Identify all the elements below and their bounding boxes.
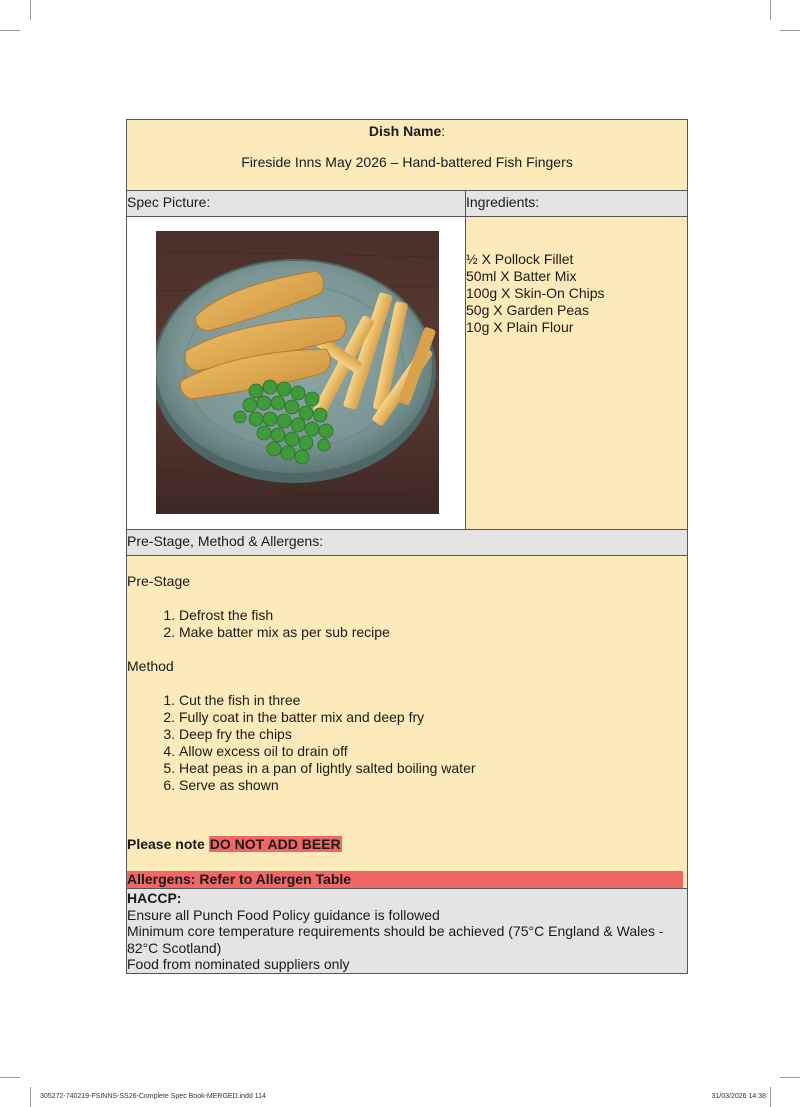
crop-mark (0, 1077, 20, 1078)
ingredient-item: 100g X Skin-On Chips (466, 285, 605, 301)
haccp-line: Food from nominated suppliers only (127, 956, 350, 972)
ingredients-cell (466, 217, 688, 530)
crop-mark (780, 30, 800, 31)
crop-mark (770, 0, 771, 20)
list-item: 5. Heat peas in a pan of lightly salted boiling water (179, 760, 687, 777)
list-item: 6. Serve as shown (179, 777, 687, 794)
beer-warning-badge: DO NOT ADD BEER (209, 836, 341, 852)
footer-timestamp: 31/03/2026 14:38 (711, 1093, 766, 1100)
haccp-title: HACCP: (127, 890, 182, 906)
method-steps (127, 692, 687, 794)
allergens-bar: Allergens: Refer to Allergen Table (127, 871, 683, 888)
ingredients-list (466, 217, 687, 336)
ingredients-header: Ingredients: (466, 191, 688, 217)
list-item: 2. Make batter mix as per sub recipe (179, 624, 687, 641)
crop-mark (30, 0, 31, 20)
pre-stage-title: Pre-Stage (127, 573, 191, 589)
crop-mark (0, 30, 20, 31)
list-item: 1. Defrost the fish (179, 607, 687, 624)
list-item: 3. Deep fry the chips (179, 726, 687, 743)
crop-mark (30, 1087, 31, 1107)
haccp-line: Minimum core temperature requirements should be achieved (75°C England & Wales - 82°C Scotland) (127, 923, 664, 956)
spec-picture-cell (127, 217, 466, 530)
spec-sheet-table (126, 119, 688, 974)
ingredient-item: 10g X Plain Flour (466, 319, 574, 335)
ingredient-item: ½ X Pollock Fillet (466, 251, 574, 267)
dish-name-heading: Dish Name: (368, 123, 446, 139)
list-item: 1. Cut the fish in three (179, 692, 687, 709)
pre-stage-steps (127, 607, 687, 641)
dish-title-cell (127, 120, 688, 191)
footer-file-info: 305272-740219-FSINNS-SS26-Complete Spec Book-MERGED.indd 114 (40, 1093, 266, 1100)
method-header: Pre-Stage, Method & Allergens: (127, 530, 688, 556)
spec-picture-header: Spec Picture: (127, 191, 466, 217)
list-item: 2. Fully coat in the batter mix and deep fry (179, 709, 687, 726)
method-cell (127, 556, 688, 889)
ingredient-item: 50ml X Batter Mix (466, 268, 577, 284)
list-item: 4. Allow excess oil to drain off (179, 743, 687, 760)
crop-mark (770, 1087, 771, 1107)
ingredient-item: 50g X Garden Peas (466, 302, 589, 318)
dish-name: Fireside Inns May 2026 – Hand-battered Fish Fingers (241, 154, 573, 170)
fish-fingers-photo (156, 231, 439, 514)
haccp-cell (127, 889, 688, 974)
method-title: Method (127, 658, 174, 674)
haccp-line: Ensure all Punch Food Policy guidance is followed (127, 906, 440, 923)
crop-mark (780, 1077, 800, 1078)
please-note: Please note DO NOT ADD BEER (127, 836, 341, 852)
